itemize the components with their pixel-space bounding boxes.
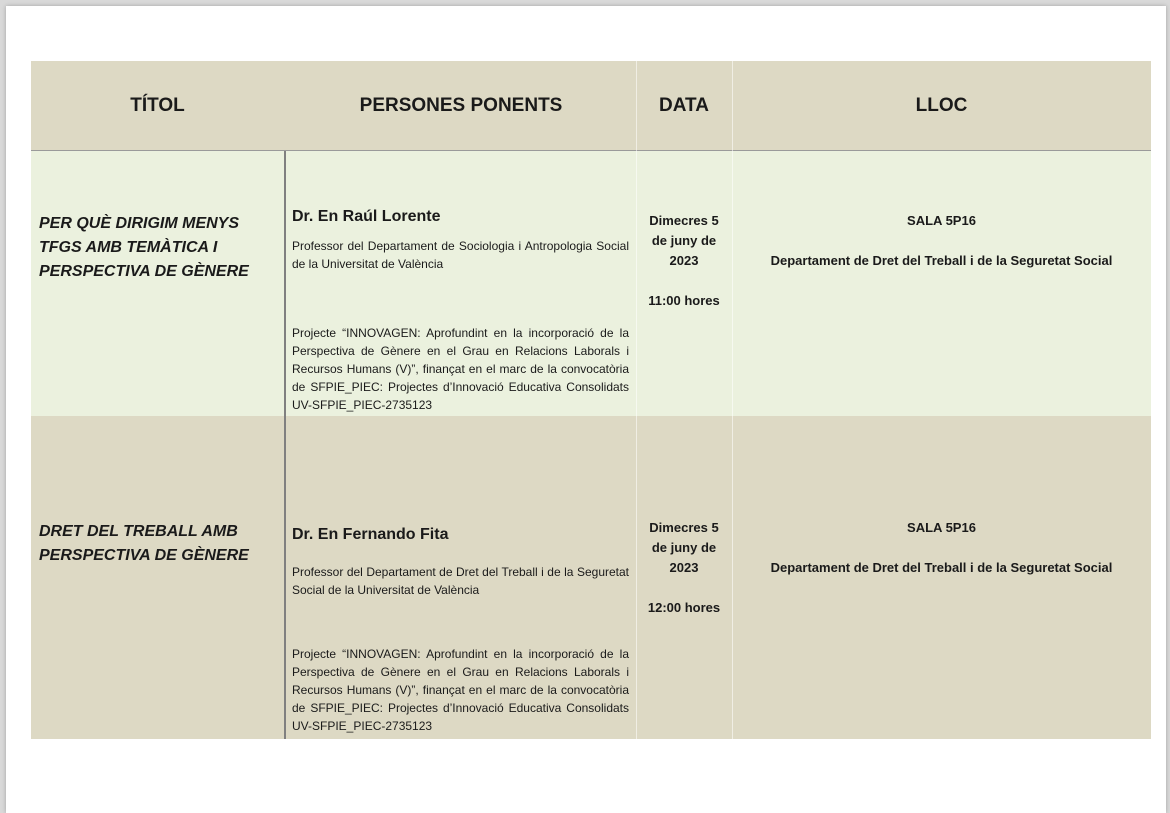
room-name: SALA 5P16 — [907, 520, 976, 535]
date-line: de juny de — [651, 233, 717, 248]
speaker-name: Dr. En Raúl Lorente — [292, 208, 441, 225]
header-data: DATA — [659, 94, 709, 116]
date-line: Dimecres 5 — [649, 213, 719, 228]
speaker-name: Dr. En Fernando Fita — [292, 526, 449, 543]
header-ponents: PERSONES PONENTS — [359, 94, 563, 116]
department-name: Departament de Dret del Treball i de la Seguretat Social — [770, 560, 1113, 575]
session-place — [732, 211, 1151, 271]
session-place — [732, 518, 1151, 578]
session-date — [636, 211, 732, 311]
session-date — [636, 518, 732, 618]
column-divider — [732, 61, 733, 739]
date-line: de juny de — [651, 540, 717, 555]
session-time: 11:00 hores — [648, 293, 720, 308]
session-title: PER QUÈ DIRIGIM MENYS TFGS AMB TEMÀTICA I PERSPECTIVA DE GÈNERE — [39, 215, 249, 280]
header-titol: TÍTOL — [130, 94, 185, 116]
session-time: 12:00 hores — [647, 600, 721, 615]
project-description: Projecte “INNOVAGEN: Aprofundint en la incorporació de la Perspectiva de Gènere en el Grau en Relacions Laborals i Recursos Humans (V)”, finançat en el marc de la convocatòria de SFPIE_PIEC: Projectes d’Innovació Educativa Consolidats UV-SFPIE_PIEC-2735123 — [292, 326, 629, 412]
date-line: 2023 — [669, 560, 699, 575]
speaker-affiliation: Professor del Departament de Dret del Treball i de la Seguretat Social de la Universitat de València — [292, 565, 629, 597]
table-row — [31, 151, 1151, 416]
column-divider — [284, 151, 286, 739]
document-page — [6, 6, 1166, 813]
table-header — [31, 61, 1151, 151]
session-title: DRET DEL TREBALL AMB PERSPECTIVA DE GÈNERE — [39, 523, 249, 564]
table-row — [31, 416, 1151, 739]
project-description: Projecte “INNOVAGEN: Aprofundint en la incorporació de la Perspectiva de Gènere en el Grau en Relacions Laborals i Recursos Humans (V)”, finançat en el marc de la convocatòria de SFPIE_PIEC: Projectes d’Innovació Educativa Consolidats UV-SFPIE_PIEC-2735123 — [292, 647, 629, 733]
speaker-affiliation: Professor del Departament de Sociologia i Antropologia Social de la Universitat de València — [292, 239, 629, 271]
room-name: SALA 5P16 — [907, 213, 976, 228]
sessions-table — [31, 61, 1151, 739]
date-line: 2023 — [669, 253, 699, 268]
column-divider — [636, 61, 637, 739]
department-name: Departament de Dret del Treball i de la Seguretat Social — [770, 253, 1113, 268]
date-line: Dimecres 5 — [649, 520, 719, 535]
header-lloc: LLOC — [915, 94, 968, 116]
